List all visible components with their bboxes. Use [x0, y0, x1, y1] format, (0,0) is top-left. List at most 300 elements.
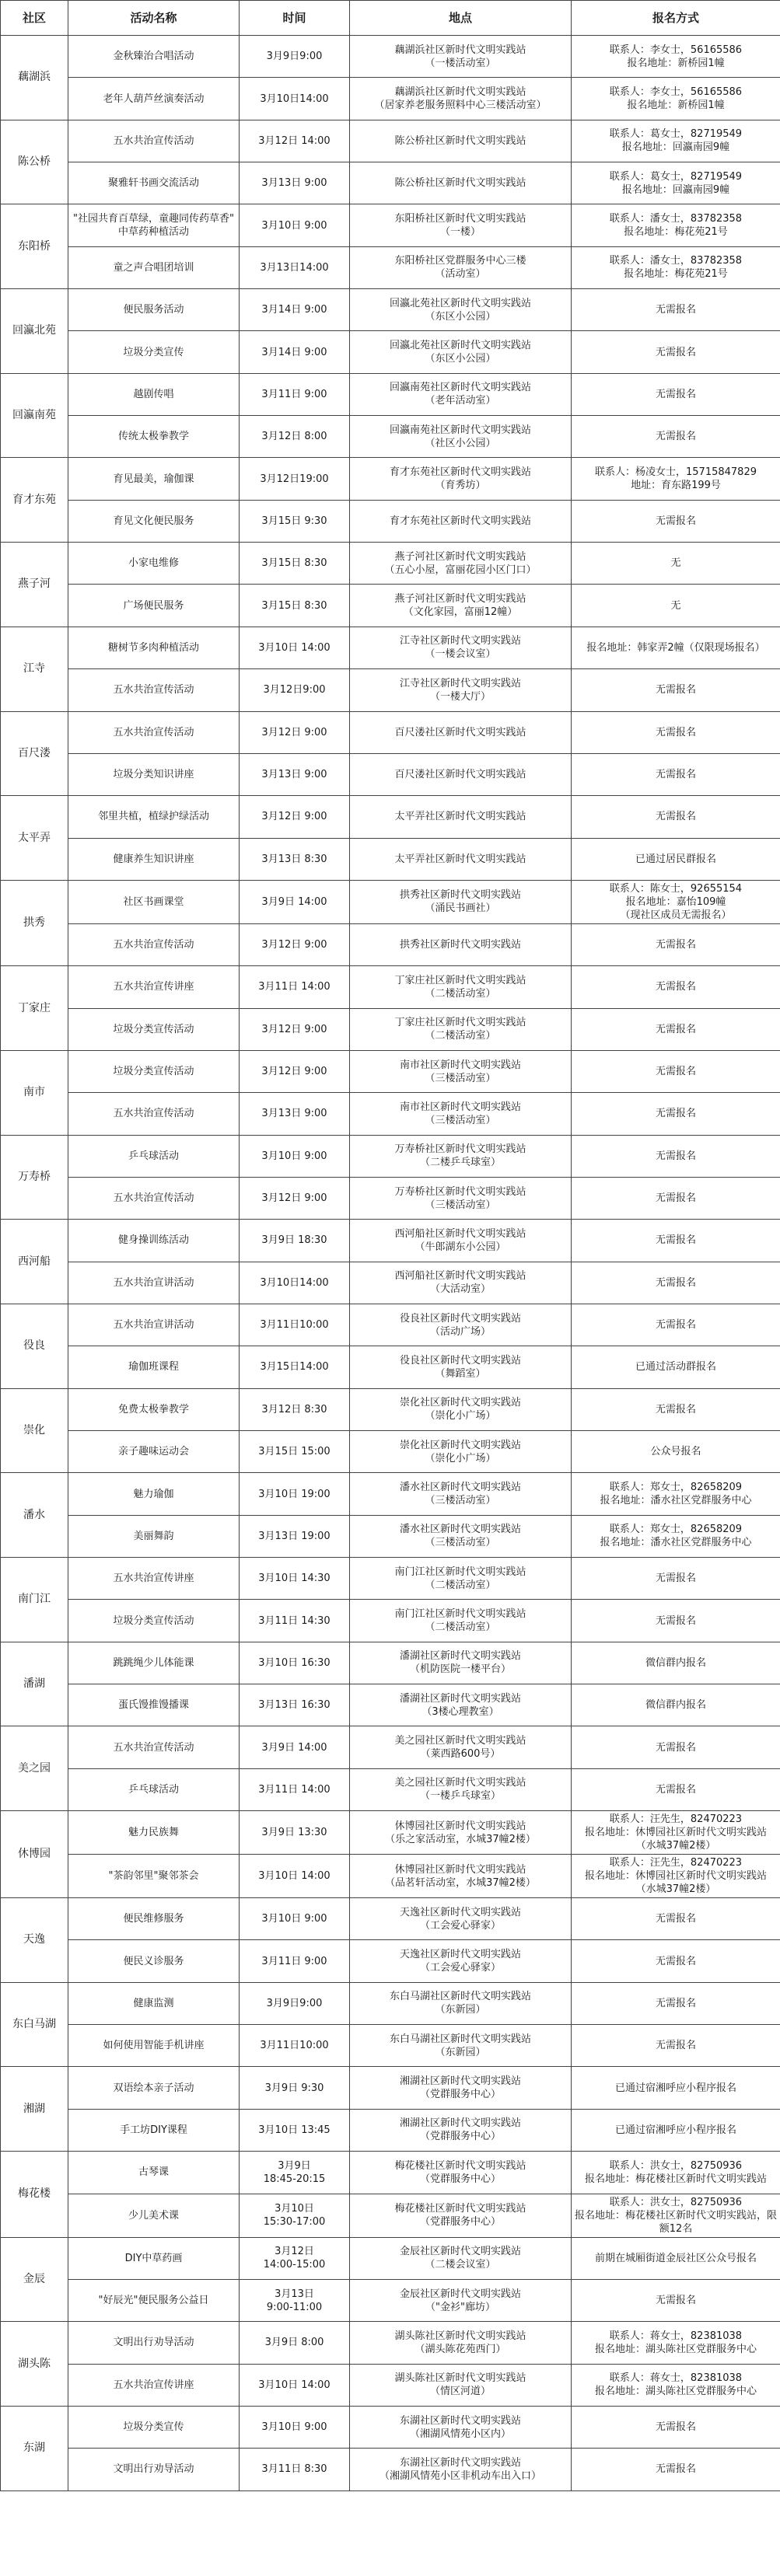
- table-row: [1, 585, 780, 627]
- table-row: [1, 711, 780, 753]
- location-cell: 金辰社区新时代文明实践站 （二楼会议室）: [350, 2237, 572, 2279]
- community-cell: 天逸: [1, 1898, 68, 1983]
- registration-cell: 联系人：汪先生，82470223 报名地址：休博园社区新时代文明实践站 （水城37幢2楼）: [572, 1855, 780, 1898]
- time-cell: 3月9日 13:30: [240, 1811, 350, 1855]
- activity-name-cell: 魅力民族舞: [68, 1811, 240, 1855]
- table-row: [1, 1642, 780, 1684]
- time-cell: 3月9日 14:00: [240, 880, 350, 923]
- time-cell: 3月11日 9:00: [240, 373, 350, 415]
- registration-cell: 无需报名: [572, 1050, 780, 1092]
- location-cell: 湘湖社区新时代文明实践站 （党群服务中心）: [350, 2109, 572, 2151]
- activity-name-cell: 垃圾分类宣传活动: [68, 1008, 240, 1050]
- table-row: [1, 2449, 780, 2490]
- location-cell: 南门江社区新时代文明实践站 （二楼活动室）: [350, 1600, 572, 1642]
- table-row: [1, 246, 780, 288]
- time-cell: 3月13日 9:00: [240, 753, 350, 795]
- registration-cell: 联系人：葛女士，82719549 报名地址：回瀛南园9幢: [572, 162, 780, 204]
- location-cell: 休博园社区新时代文明实践站 （品茗轩活动室，水城37幢2楼）: [350, 1855, 572, 1898]
- location-cell: 陈公桥社区新时代文明实践站: [350, 162, 572, 204]
- time-cell: 3月10日 9:00: [240, 204, 350, 246]
- table-row: [1, 2025, 780, 2067]
- activity-name-cell: 健身操训练活动: [68, 1220, 240, 1262]
- activity-name-cell: 五水共治宣传活动: [68, 711, 240, 753]
- table-row: [1, 416, 780, 458]
- registration-cell: 无需报名: [572, 1940, 780, 1982]
- time-cell: 3月9日 8:00: [240, 2322, 350, 2364]
- table-row: [1, 796, 780, 838]
- activity-name-cell: 跳跳绳少儿体能课: [68, 1642, 240, 1684]
- table-row: [1, 1135, 780, 1177]
- location-cell: 育才东苑社区新时代文明实践站: [350, 500, 572, 542]
- table-row: [1, 1431, 780, 1473]
- location-cell: 西河船社区新时代文明实践站 （牛郎湖东小公园）: [350, 1220, 572, 1262]
- time-cell: 3月11日10:00: [240, 2025, 350, 2067]
- time-cell: 3月15日14:00: [240, 1346, 350, 1388]
- registration-cell: 无需报名: [572, 289, 780, 331]
- time-cell: 3月11日 8:30: [240, 2449, 350, 2490]
- location-cell: 梅花楼社区新时代文明实践站 （党群服务中心）: [350, 2152, 572, 2194]
- time-cell: 3月10日 9:00: [240, 1898, 350, 1940]
- registration-cell: 无需报名: [572, 796, 780, 838]
- time-cell: 3月12日9:00: [240, 669, 350, 711]
- table-row: [1, 753, 780, 795]
- location-cell: 回瀛北苑社区新时代文明实践站 （东区小公园）: [350, 331, 572, 373]
- community-cell: 南门江: [1, 1558, 68, 1642]
- activity-name-cell: 五水共治宣传活动: [68, 669, 240, 711]
- registration-cell: 无需报名: [572, 1558, 780, 1600]
- activity-name-cell: 五水共治宣传活动: [68, 1726, 240, 1768]
- location-cell: 百尺溇社区新时代文明实践站: [350, 711, 572, 753]
- community-cell: 藕湖浜: [1, 36, 68, 120]
- community-cell: 百尺溇: [1, 711, 68, 796]
- activity-name-cell: 小家电维修: [68, 543, 240, 585]
- table-row: [1, 2279, 780, 2321]
- location-cell: 潘水社区新时代文明实践站 （三楼活动室）: [350, 1473, 572, 1515]
- activity-name-cell: 五水共治宣传讲座: [68, 2364, 240, 2406]
- table-row: [1, 1811, 780, 1855]
- registration-cell: 无需报名: [572, 923, 780, 965]
- community-cell: 湖头陈: [1, 2322, 68, 2407]
- time-cell: 3月12日19:00: [240, 458, 350, 500]
- location-cell: 美之园社区新时代文明实践站 （一楼乒乓球室）: [350, 1768, 572, 1810]
- table-row: [1, 543, 780, 585]
- activity-name-cell: 垃圾分类宣传: [68, 331, 240, 373]
- registration-cell: 无需报名: [572, 753, 780, 795]
- time-cell: 3月10日14:00: [240, 1262, 350, 1304]
- time-cell: 3月11日 14:00: [240, 1768, 350, 1810]
- table-row: [1, 1515, 780, 1557]
- registration-cell: 无需报名: [572, 966, 780, 1008]
- activity-name-cell: 便民服务活动: [68, 289, 240, 331]
- table-row: [1, 1388, 780, 1430]
- table-row: [1, 669, 780, 711]
- activity-name-cell: 金秋臻治合唱活动: [68, 36, 240, 78]
- registration-cell: 联系人：蒋女士，82381038 报名地址：湖头陈社区党群服务中心: [572, 2364, 780, 2406]
- time-cell: 3月10日 14:00: [240, 2364, 350, 2406]
- activity-name-cell: 免费太极拳教学: [68, 1388, 240, 1430]
- registration-cell: 报名地址：韩家弄2幢（仅限现场报名）: [572, 627, 780, 668]
- registration-cell: 无需报名: [572, 1600, 780, 1642]
- location-cell: 湖头陈社区新时代文明实践站 （湖头陈花苑西门）: [350, 2322, 572, 2364]
- location-cell: 南门江社区新时代文明实践站 （二楼活动室）: [350, 1558, 572, 1600]
- community-cell: 东白马湖: [1, 1982, 68, 2067]
- time-cell: 3月12日 9:00: [240, 711, 350, 753]
- activity-name-cell: 越剧传唱: [68, 373, 240, 415]
- table-row: [1, 1558, 780, 1600]
- location-cell: 万寿桥社区新时代文明实践站 （二楼乒乓球室）: [350, 1135, 572, 1177]
- location-cell: 东湖社区新时代文明实践站 （湘湖风情苑小区非机动车出入口）: [350, 2449, 572, 2490]
- table-row: [1, 880, 780, 923]
- time-cell: 3月12日 9:00: [240, 1050, 350, 1092]
- activity-name-cell: 文明出行劝导活动: [68, 2449, 240, 2490]
- registration-cell: 无需报名: [572, 1388, 780, 1430]
- table-row: [1, 78, 780, 120]
- activity-name-cell: 手工坊DIY课程: [68, 2109, 240, 2151]
- location-cell: 梅花楼社区新时代文明实践站 （党群服务中心）: [350, 2194, 572, 2237]
- location-cell: 湘湖社区新时代文明实践站 （党群服务中心）: [350, 2067, 572, 2109]
- registration-cell: 无需报名: [572, 1982, 780, 2024]
- table-row: [1, 1684, 780, 1726]
- activity-name-cell: 健康养生知识讲座: [68, 838, 240, 880]
- time-cell: 3月10日 15:30-17:00: [240, 2194, 350, 2237]
- registration-cell: 无: [572, 543, 780, 585]
- time-cell: 3月9日9:00: [240, 1982, 350, 2024]
- table-row: [1, 289, 780, 331]
- table-row: [1, 1473, 780, 1515]
- table-row: [1, 204, 780, 246]
- community-cell: 燕子河: [1, 543, 68, 627]
- registration-cell: 无需报名: [572, 2406, 780, 2448]
- registration-cell: 无需报名: [572, 1726, 780, 1768]
- community-cell: 育才东苑: [1, 458, 68, 543]
- header-time: 时间: [240, 1, 350, 36]
- registration-cell: 联系人：李女士，56165586 报名地址：新桥园1幢: [572, 36, 780, 78]
- table-row: [1, 1304, 780, 1346]
- time-cell: 3月9日9:00: [240, 36, 350, 78]
- registration-cell: 无需报名: [572, 416, 780, 458]
- time-cell: 3月13日 9:00: [240, 162, 350, 204]
- table-row: [1, 2194, 780, 2237]
- table-row: [1, 627, 780, 668]
- community-cell: 梅花楼: [1, 2152, 68, 2237]
- table-row: [1, 458, 780, 500]
- registration-cell: 无需报名: [572, 1262, 780, 1304]
- community-cell: 拱秀: [1, 880, 68, 965]
- table-row: [1, 1008, 780, 1050]
- location-cell: 回瀛南苑社区新时代文明实践站 （老年活动室）: [350, 373, 572, 415]
- location-cell: 湖头陈社区新时代文明实践站 （情区河道）: [350, 2364, 572, 2406]
- time-cell: 3月10日 16:30: [240, 1642, 350, 1684]
- registration-cell: 已通过活动群报名: [572, 1346, 780, 1388]
- activity-name-cell: 如何使用智能手机讲座: [68, 2025, 240, 2067]
- activity-name-cell: 蛋氏馒推馒播课: [68, 1684, 240, 1726]
- time-cell: 3月13日 19:00: [240, 1515, 350, 1557]
- activity-name-cell: 瑜伽班课程: [68, 1346, 240, 1388]
- registration-cell: 无需报名: [572, 331, 780, 373]
- location-cell: 拱秀社区新时代文明实践站: [350, 923, 572, 965]
- activity-name-cell: 魅力瑜伽: [68, 1473, 240, 1515]
- registration-cell: 联系人：陈女士，92655154 报名地址：嘉怡109幢 （现社区成员无需报名）: [572, 880, 780, 923]
- table-row: [1, 2237, 780, 2279]
- community-cell: 东阳桥: [1, 204, 68, 289]
- location-cell: 丁家庄社区新时代文明实践站 （二楼活动室）: [350, 966, 572, 1008]
- location-cell: 天逸社区新时代文明实践站 （工会爱心驿家）: [350, 1898, 572, 1940]
- activity-name-cell: 五水共治宣传活动: [68, 120, 240, 162]
- table-row: [1, 331, 780, 373]
- table-row: [1, 1177, 780, 1219]
- activity-name-cell: 双语绘本亲子活动: [68, 2067, 240, 2109]
- activity-name-cell: 美丽舞韵: [68, 1515, 240, 1557]
- time-cell: 3月11日 9:00: [240, 1940, 350, 1982]
- registration-cell: 微信群内报名: [572, 1684, 780, 1726]
- location-cell: 东阳桥社区党群服务中心三楼 （活动室）: [350, 246, 572, 288]
- table-row: [1, 2406, 780, 2448]
- community-cell: 役良: [1, 1304, 68, 1388]
- community-cell: 太平弄: [1, 796, 68, 881]
- registration-cell: 无需报名: [572, 373, 780, 415]
- table-row: [1, 1768, 780, 1810]
- time-cell: 3月13日14:00: [240, 246, 350, 288]
- time-cell: 3月12日 9:00: [240, 923, 350, 965]
- table-row: [1, 500, 780, 542]
- location-cell: 回瀛南苑社区新时代文明实践站 （社区小公园）: [350, 416, 572, 458]
- registration-cell: 无需报名: [572, 1220, 780, 1262]
- table-row: [1, 1220, 780, 1262]
- table-row: [1, 2364, 780, 2406]
- registration-cell: 已通过宿湘呼应小程序报名: [572, 2109, 780, 2151]
- table-row: [1, 1093, 780, 1135]
- location-cell: 美之园社区新时代文明实践站 （莱西路600号）: [350, 1726, 572, 1768]
- location-cell: 南市社区新时代文明实践站 （三楼活动室）: [350, 1050, 572, 1092]
- location-cell: 燕子河社区新时代文明实践站 （文化家园，富丽12幢）: [350, 585, 572, 627]
- registration-cell: 联系人：洪女士，82750936 报名地址：梅花楼社区新时代文明实践站，限额12名: [572, 2194, 780, 2237]
- time-cell: 3月13日 9:00-11:00: [240, 2279, 350, 2321]
- time-cell: 3月11日 14:00: [240, 966, 350, 1008]
- community-cell: 回瀛北苑: [1, 289, 68, 374]
- location-cell: 丁家庄社区新时代文明实践站 （二楼活动室）: [350, 1008, 572, 1050]
- activity-name-cell: 乒乓球活动: [68, 1135, 240, 1177]
- activity-name-cell: 便民义诊服务: [68, 1940, 240, 1982]
- table-row: [1, 36, 780, 78]
- location-cell: 潘湖社区新时代文明实践站 （3楼心理教室）: [350, 1684, 572, 1726]
- activity-name-cell: 五水共治宣传讲座: [68, 966, 240, 1008]
- activity-name-cell: 便民维修服务: [68, 1898, 240, 1940]
- activity-name-cell: 五水共治宣传活动: [68, 1093, 240, 1135]
- time-cell: 3月12日 9:00: [240, 1008, 350, 1050]
- activity-name-cell: 童之声合唱团培训: [68, 246, 240, 288]
- time-cell: 3月13日 16:30: [240, 1684, 350, 1726]
- time-cell: 3月15日 9:30: [240, 500, 350, 542]
- location-cell: 金辰社区新时代文明实践站 （"金衫"廊坊）: [350, 2279, 572, 2321]
- location-cell: 东阳桥社区新时代文明实践站 （一楼）: [350, 204, 572, 246]
- time-cell: 3月9日 18:30: [240, 1220, 350, 1262]
- table-row: [1, 1726, 780, 1768]
- registration-cell: 无需报名: [572, 711, 780, 753]
- location-cell: 役良社区新时代文明实践站 （活动广场）: [350, 1304, 572, 1346]
- registration-cell: 联系人：汪先生，82470223 报名地址：休博园社区新时代文明实践站 （水城37幢2楼）: [572, 1811, 780, 1855]
- location-cell: 回瀛北苑社区新时代文明实践站 （东区小公园）: [350, 289, 572, 331]
- registration-cell: 联系人：李女士，56165586 报名地址：新桥园1幢: [572, 78, 780, 120]
- registration-cell: 无需报名: [572, 1093, 780, 1135]
- community-cell: 陈公桥: [1, 120, 68, 204]
- table-row: [1, 838, 780, 880]
- registration-cell: 已通过居民群报名: [572, 838, 780, 880]
- community-cell: 湘湖: [1, 2067, 68, 2152]
- activity-name-cell: 聚雅轩书画交流活动: [68, 162, 240, 204]
- community-cell: 金辰: [1, 2237, 68, 2322]
- location-cell: 潘湖社区新时代文明实践站 （机防医院一楼平台）: [350, 1642, 572, 1684]
- registration-cell: 无需报名: [572, 669, 780, 711]
- time-cell: 3月12日 14:00-15:00: [240, 2237, 350, 2279]
- location-cell: 藕湖浜社区新时代文明实践站 （一楼活动室）: [350, 36, 572, 78]
- table-row: [1, 120, 780, 162]
- activity-name-cell: "茶韵邻里"聚邻茶会: [68, 1855, 240, 1898]
- community-cell: 崇化: [1, 1388, 68, 1473]
- activity-name-cell: 社区书画课堂: [68, 880, 240, 923]
- table-row: [1, 162, 780, 204]
- community-cell: 西河船: [1, 1220, 68, 1304]
- activity-name-cell: "好辰光"便民服务公益日: [68, 2279, 240, 2321]
- community-cell: 江寺: [1, 627, 68, 711]
- activity-name-cell: 健康监测: [68, 1982, 240, 2024]
- registration-cell: 联系人：潘女士，83782358 报名地址：梅花苑21号: [572, 246, 780, 288]
- time-cell: 3月14日 9:00: [240, 331, 350, 373]
- activity-name-cell: 垃圾分类宣传活动: [68, 1050, 240, 1092]
- activity-name-cell: 五水共治宣传活动: [68, 923, 240, 965]
- time-cell: 3月15日 8:30: [240, 585, 350, 627]
- location-cell: 百尺溇社区新时代文明实践站: [350, 753, 572, 795]
- table-row: [1, 1600, 780, 1642]
- time-cell: 3月10日 14:30: [240, 1558, 350, 1600]
- location-cell: 江寺社区新时代文明实践站 （一楼会议室）: [350, 627, 572, 668]
- location-cell: 太平弄社区新时代文明实践站: [350, 838, 572, 880]
- activity-name-cell: 古琴课: [68, 2152, 240, 2194]
- registration-cell: 无: [572, 585, 780, 627]
- registration-cell: 前期在城厢街道金辰社区公众号报名: [572, 2237, 780, 2279]
- time-cell: 3月10日 9:00: [240, 2406, 350, 2448]
- time-cell: 3月9日 9:30: [240, 2067, 350, 2109]
- community-cell: 万寿桥: [1, 1135, 68, 1220]
- registration-cell: 联系人：杨凌女士，15715847829 地址：育东路199号: [572, 458, 780, 500]
- location-cell: 南市社区新时代文明实践站 （三楼活动室）: [350, 1093, 572, 1135]
- community-cell: 美之园: [1, 1726, 68, 1811]
- community-cell: 丁家庄: [1, 966, 68, 1051]
- registration-cell: 联系人：郑女士，82658209 报名地址：潘水社区党群服务中心: [572, 1473, 780, 1515]
- location-cell: 万寿桥社区新时代文明实践站 （三楼活动室）: [350, 1177, 572, 1219]
- activity-name-cell: 垃圾分类宣传: [68, 2406, 240, 2448]
- table-row: [1, 1050, 780, 1092]
- location-cell: 东湖社区新时代文明实践站 （湘湖风情苑小区内）: [350, 2406, 572, 2448]
- table-row: [1, 966, 780, 1008]
- header-community: 社区: [1, 1, 68, 36]
- table-row: [1, 2322, 780, 2364]
- community-cell: 东湖: [1, 2406, 68, 2490]
- location-cell: 东白马湖社区新时代文明实践站 （东新园）: [350, 1982, 572, 2024]
- activity-name-cell: 亲子趣味运动会: [68, 1431, 240, 1473]
- time-cell: 3月10日 19:00: [240, 1473, 350, 1515]
- time-cell: 3月12日 8:00: [240, 416, 350, 458]
- registration-cell: 无需报名: [572, 1177, 780, 1219]
- location-cell: 崇化社区新时代文明实践站 （崇化小广场）: [350, 1431, 572, 1473]
- time-cell: 3月15日 15:00: [240, 1431, 350, 1473]
- registration-cell: 无需报名: [572, 2279, 780, 2321]
- table-row: [1, 1982, 780, 2024]
- registration-cell: 联系人：洪女士，82750936 报名地址：梅花楼社区新时代文明实践站: [572, 2152, 780, 2194]
- community-cell: 南市: [1, 1050, 68, 1135]
- time-cell: 3月10日 13:45: [240, 2109, 350, 2151]
- time-cell: 3月12日 8:30: [240, 1388, 350, 1430]
- location-cell: 拱秀社区新时代文明实践站 （涌民书画社）: [350, 880, 572, 923]
- location-cell: 江寺社区新时代文明实践站 （一楼大厅）: [350, 669, 572, 711]
- time-cell: 3月12日 14:00: [240, 120, 350, 162]
- location-cell: 役良社区新时代文明实践站 （舞蹈室）: [350, 1346, 572, 1388]
- table-row: [1, 1855, 780, 1898]
- community-cell: 回瀛南苑: [1, 373, 68, 458]
- time-cell: 3月13日 9:00: [240, 1093, 350, 1135]
- time-cell: 3月11日10:00: [240, 1304, 350, 1346]
- table-row: [1, 923, 780, 965]
- activity-name-cell: "社园共育百草绿，童趣同传药草香" 中草药种植活动: [68, 204, 240, 246]
- time-cell: 3月11日 14:30: [240, 1600, 350, 1642]
- location-cell: 东白马湖社区新时代文明实践站 （东新园）: [350, 2025, 572, 2067]
- registration-cell: 联系人：郑女士，82658209 报名地址：潘水社区党群服务中心: [572, 1515, 780, 1557]
- activity-name-cell: 邻里共植，植绿护绿活动: [68, 796, 240, 838]
- registration-cell: 微信群内报名: [572, 1642, 780, 1684]
- community-cell: 潘水: [1, 1473, 68, 1558]
- registration-cell: 无需报名: [572, 1898, 780, 1940]
- table-row: [1, 1262, 780, 1304]
- header-activity-name: 活动名称: [68, 1, 240, 36]
- community-cell: 休博园: [1, 1811, 68, 1898]
- activity-name-cell: 育见最美，瑜伽课: [68, 458, 240, 500]
- location-cell: 崇化社区新时代文明实践站 （崇化小广场）: [350, 1388, 572, 1430]
- location-cell: 燕子河社区新时代文明实践站 （五心小屋，富丽花园小区门口）: [350, 543, 572, 585]
- time-cell: 3月9日 18:45-20:15: [240, 2152, 350, 2194]
- activity-name-cell: 广场便民服务: [68, 585, 240, 627]
- time-cell: 3月14日 9:00: [240, 289, 350, 331]
- activity-name-cell: 五水共治宣讲活动: [68, 1304, 240, 1346]
- location-cell: 育才东苑社区新时代文明实践站 （育秀坊）: [350, 458, 572, 500]
- location-cell: 潘水社区新时代文明实践站 （三楼活动室）: [350, 1515, 572, 1557]
- time-cell: 3月12日 9:00: [240, 796, 350, 838]
- table-row: [1, 2152, 780, 2194]
- time-cell: 3月12日 9:00: [240, 1177, 350, 1219]
- activity-name-cell: 糖树节多肉种植活动: [68, 627, 240, 668]
- location-cell: 天逸社区新时代文明实践站 （工会爱心驿家）: [350, 1940, 572, 1982]
- time-cell: 3月15日 8:30: [240, 543, 350, 585]
- activity-name-cell: 垃圾分类知识讲座: [68, 753, 240, 795]
- registration-cell: 无需报名: [572, 500, 780, 542]
- location-cell: 太平弄社区新时代文明实践站: [350, 796, 572, 838]
- activity-name-cell: 少儿美术课: [68, 2194, 240, 2237]
- activity-name-cell: DIY中草药画: [68, 2237, 240, 2279]
- time-cell: 3月9日 14:00: [240, 1726, 350, 1768]
- registration-cell: 无需报名: [572, 2025, 780, 2067]
- activity-name-cell: 五水共治宣传讲座: [68, 1558, 240, 1600]
- activity-name-cell: 育见文化便民服务: [68, 500, 240, 542]
- activity-name-cell: 五水共治宣讲活动: [68, 1262, 240, 1304]
- table-row: [1, 2109, 780, 2151]
- time-cell: 3月10日 9:00: [240, 1135, 350, 1177]
- activity-name-cell: 垃圾分类宣传活动: [68, 1600, 240, 1642]
- community-cell: 潘湖: [1, 1642, 68, 1726]
- activity-name-cell: 五水共治宣传活动: [68, 1177, 240, 1219]
- table-header-row: [1, 1, 780, 36]
- registration-cell: 联系人：潘女士，83782358 报名地址：梅花苑21号: [572, 204, 780, 246]
- time-cell: 3月10日 14:00: [240, 1855, 350, 1898]
- registration-cell: 公众号报名: [572, 1431, 780, 1473]
- activity-name-cell: 老年人葫芦丝演奏活动: [68, 78, 240, 120]
